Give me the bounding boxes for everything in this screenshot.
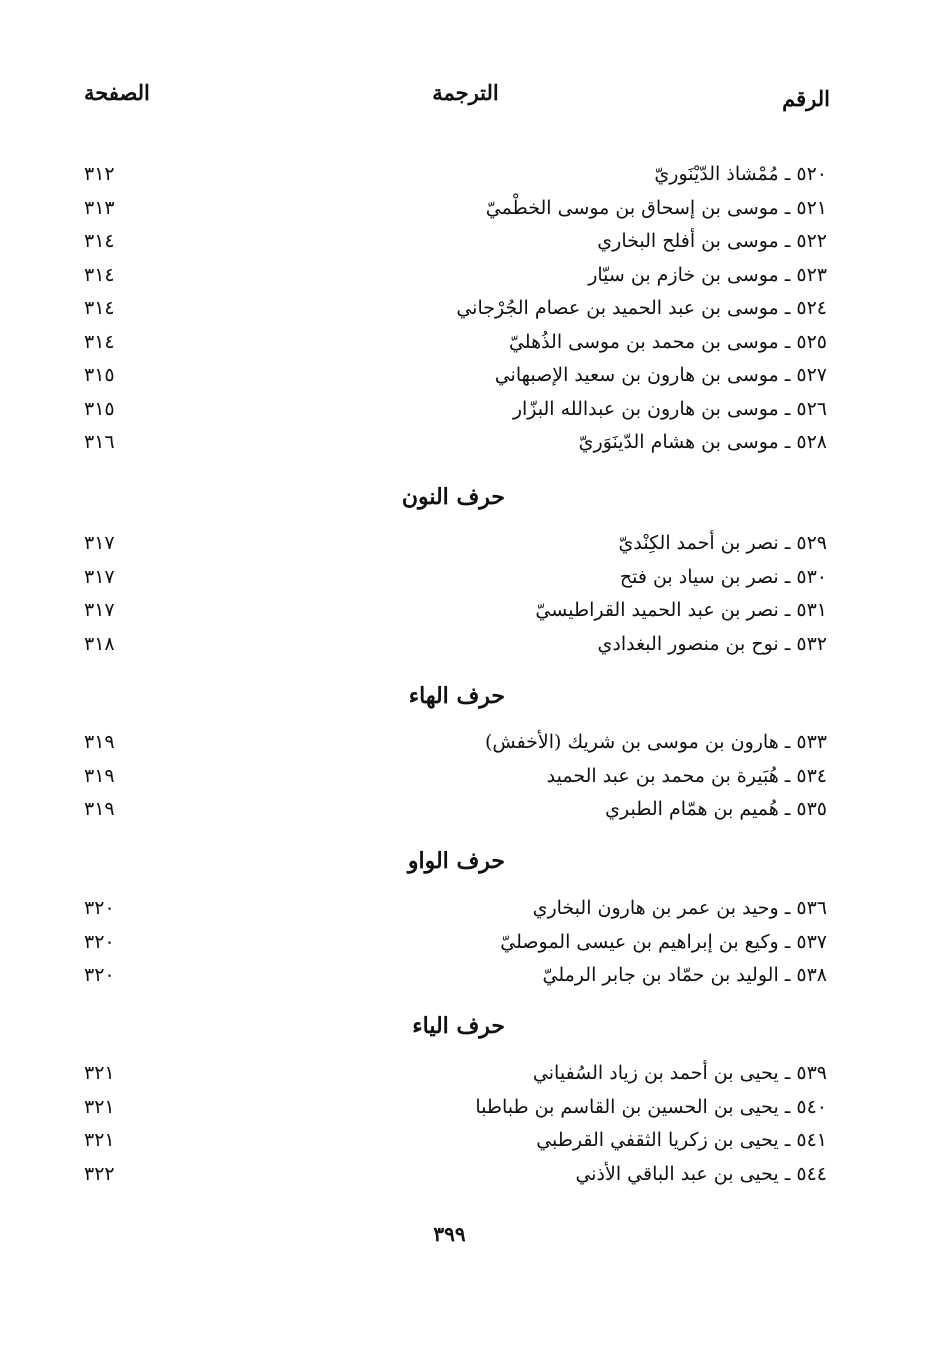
- entry-title: ٥٣٢ ـ نوح بن منصور البغدادي: [597, 633, 827, 655]
- index-entry-row: [0, 798, 935, 828]
- entry-title: ٥٢٨ ـ موسى بن هشام الدّينَوَريّ: [578, 431, 827, 453]
- index-entry-row: [0, 431, 935, 461]
- index-entry-row: [0, 633, 935, 663]
- entry-page-number: ٣١٢: [84, 163, 115, 185]
- index-entry-row: [0, 1129, 935, 1159]
- index-entry-row: [0, 731, 935, 761]
- entry-title: ٥٢٠ ـ مُمْشاذ الدّيْنَوريّ: [654, 163, 827, 185]
- index-entry-row: [0, 964, 935, 994]
- entry-page-number: ٣١٦: [84, 431, 115, 453]
- index-entry-row: [0, 1163, 935, 1193]
- entry-title: ٥٣٦ ـ وحيد بن عمر بن هارون البخاري: [532, 897, 827, 919]
- entry-page-number: ٣١٥: [84, 398, 115, 420]
- index-entry-row: [0, 599, 935, 629]
- entry-title: ٥٤١ ـ يحيى بن زكريا الثقفي القرطبي: [536, 1129, 827, 1151]
- entry-title: ٥٢٢ ـ موسى بن أفلح البخاري: [597, 230, 827, 252]
- entry-title: ٥٣٧ ـ وكيع بن إبراهيم بن عيسى الموصليّ: [500, 931, 827, 953]
- section-heading: حرف الياء: [412, 1013, 505, 1039]
- index-entry-row: [0, 1096, 935, 1126]
- index-entry-row: [0, 264, 935, 294]
- index-entry-row: [0, 230, 935, 260]
- entry-title: ٥٢٥ ـ موسى بن محمد بن موسى الذُهليّ: [508, 331, 827, 353]
- entry-page-number: ٣١٥: [84, 364, 115, 386]
- entry-page-number: ٣١٤: [84, 331, 115, 353]
- index-entry-row: [0, 297, 935, 327]
- entry-page-number: ٣١٣: [84, 197, 115, 219]
- entry-page-number: ٣١٩: [84, 765, 115, 787]
- entry-page-number: ٣٢٠: [84, 964, 115, 986]
- entry-title: ٥٢١ ـ موسى بن إسحاق بن موسى الخطْميّ: [485, 197, 827, 219]
- entry-title: ٥٣٨ ـ الوليد بن حمّاد بن جابر الرمليّ: [542, 964, 827, 986]
- index-entry-row: [0, 364, 935, 394]
- page-number: ٣٩٩: [433, 1222, 466, 1246]
- index-entry-row: [0, 931, 935, 961]
- index-entry-row: [0, 897, 935, 927]
- index-entry-row: [0, 197, 935, 227]
- index-entry-row: [0, 331, 935, 361]
- column-header-number: الرقم: [782, 86, 830, 111]
- entry-page-number: ٣١٧: [84, 599, 115, 621]
- column-header-page: الصفحة: [84, 80, 150, 105]
- entry-page-number: ٣١٩: [84, 798, 115, 820]
- entry-page-number: ٣١٤: [84, 264, 115, 286]
- entry-title: ٥٢٦ ـ موسى بن هارون بن عبدالله البزّار: [512, 398, 827, 420]
- entry-title: ٥٤٤ ـ يحيى بن عبد الباقي الأذني: [575, 1163, 827, 1185]
- index-entry-row: [0, 566, 935, 596]
- index-entry-row: [0, 163, 935, 193]
- entry-page-number: ٣٢٠: [84, 931, 115, 953]
- index-entry-row: [0, 532, 935, 562]
- index-entry-row: [0, 765, 935, 795]
- section-heading: حرف النون: [401, 484, 505, 510]
- entry-page-number: ٣٢١: [84, 1062, 115, 1084]
- entry-page-number: ٣١٤: [84, 230, 115, 252]
- entry-title: ٥٣٥ ـ هُميم بن همّام الطبري: [605, 798, 827, 820]
- entry-title: ٥٢٩ ـ نصر بن أحمد الكِنْديّ: [618, 532, 827, 554]
- entry-title: ٥٣٠ ـ نصر بن سياد بن فتح: [619, 566, 827, 588]
- entry-page-number: ٣٢١: [84, 1129, 115, 1151]
- entry-title: ٥٣٩ ـ يحيى بن أحمد بن زياد السُفياني: [532, 1062, 827, 1084]
- index-entry-row: [0, 398, 935, 428]
- entry-page-number: ٣١٧: [84, 532, 115, 554]
- section-heading: حرف الهاء: [408, 683, 505, 709]
- entry-title: ٥٢٧ ـ موسى بن هارون بن سعيد الإصبهاني: [494, 364, 827, 386]
- column-header-title: الترجمة: [432, 80, 499, 105]
- entry-page-number: ٣١٩: [84, 731, 115, 753]
- entry-page-number: ٣١٨: [84, 633, 115, 655]
- entry-page-number: ٣٢١: [84, 1096, 115, 1118]
- entry-title: ٥٣٣ ـ هارون بن موسى بن شريك (الأخفش): [484, 731, 827, 753]
- entry-title: ٥٢٣ ـ موسى بن خازم بن سيّار: [588, 264, 827, 286]
- entry-title: ٥٤٠ ـ يحيى بن الحسين بن القاسم بن طباطبا: [475, 1096, 827, 1118]
- entry-page-number: ٣١٤: [84, 297, 115, 319]
- entry-page-number: ٣٢٢: [84, 1163, 115, 1185]
- entry-title: ٥٣١ ـ نصر بن عبد الحميد القراطيسيّ: [535, 599, 827, 621]
- entry-page-number: ٣٢٠: [84, 897, 115, 919]
- entry-page-number: ٣١٧: [84, 566, 115, 588]
- section-heading: حرف الواو: [407, 848, 505, 874]
- entry-title: ٥٣٤ ـ هُبَيرة بن محمد بن عبد الحميد: [546, 765, 827, 787]
- entry-title: ٥٢٤ ـ موسى بن عبد الحميد بن عصام الجُرْجاني: [456, 297, 827, 319]
- index-entry-row: [0, 1062, 935, 1092]
